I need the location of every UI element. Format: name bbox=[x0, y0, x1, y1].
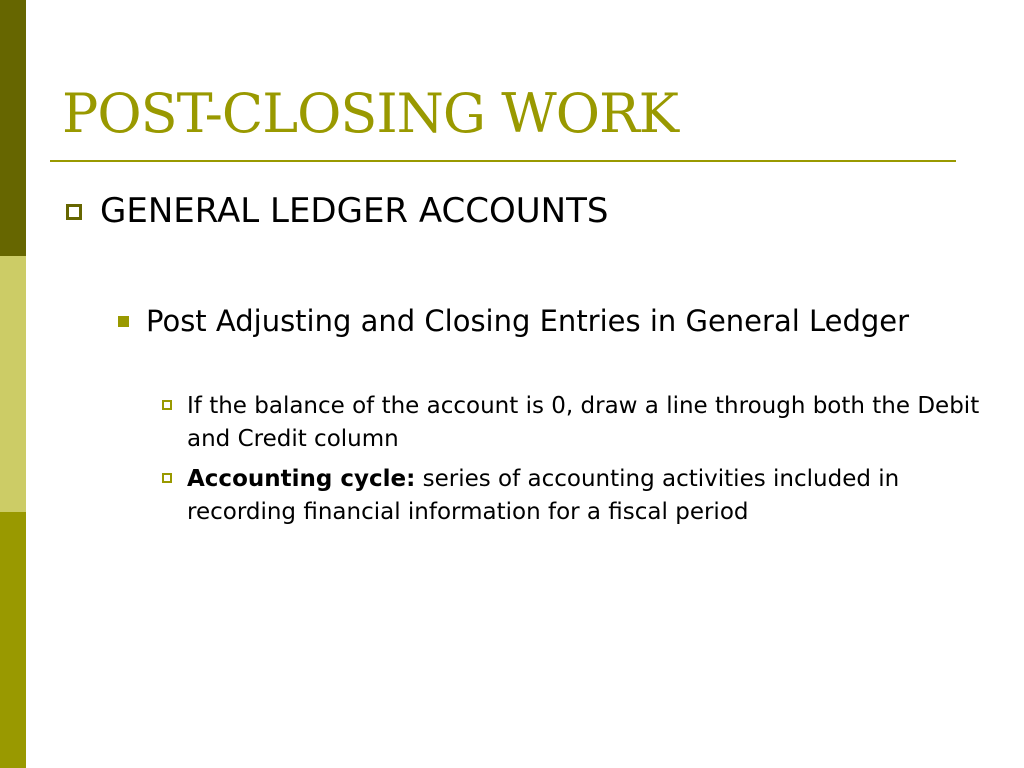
title-underline bbox=[50, 160, 956, 162]
side-stripe-dark bbox=[0, 0, 26, 256]
filled-square-bullet-icon bbox=[118, 316, 129, 327]
side-stripe-light bbox=[0, 256, 26, 512]
bullet-level3-item bbox=[162, 463, 982, 529]
small-hollow-square-bullet-icon bbox=[162, 400, 172, 410]
slide-title: POST-CLOSING WORK bbox=[62, 82, 678, 145]
bullet-level3-item bbox=[162, 390, 982, 456]
definition-term: Accounting cycle: bbox=[187, 466, 416, 492]
bullet-level1-text: GENERAL LEDGER ACCOUNTS bbox=[100, 191, 609, 231]
bullet-level1 bbox=[66, 190, 608, 232]
definition-text: series of accounting activities included in recording financial information for a fiscal period bbox=[187, 466, 900, 525]
bullet-level3-definition bbox=[187, 463, 982, 529]
bullet-level2-text: Post Adjusting and Closing Entries in General Ledger bbox=[146, 304, 910, 338]
bullet-level3-text: If the balance of the account is 0, draw a line through both the Debit and Credit column bbox=[187, 393, 980, 452]
bullet-level2 bbox=[118, 302, 978, 340]
hollow-square-bullet-icon bbox=[66, 204, 82, 220]
small-hollow-square-bullet-icon bbox=[162, 473, 172, 483]
side-stripe-olive bbox=[0, 512, 26, 768]
